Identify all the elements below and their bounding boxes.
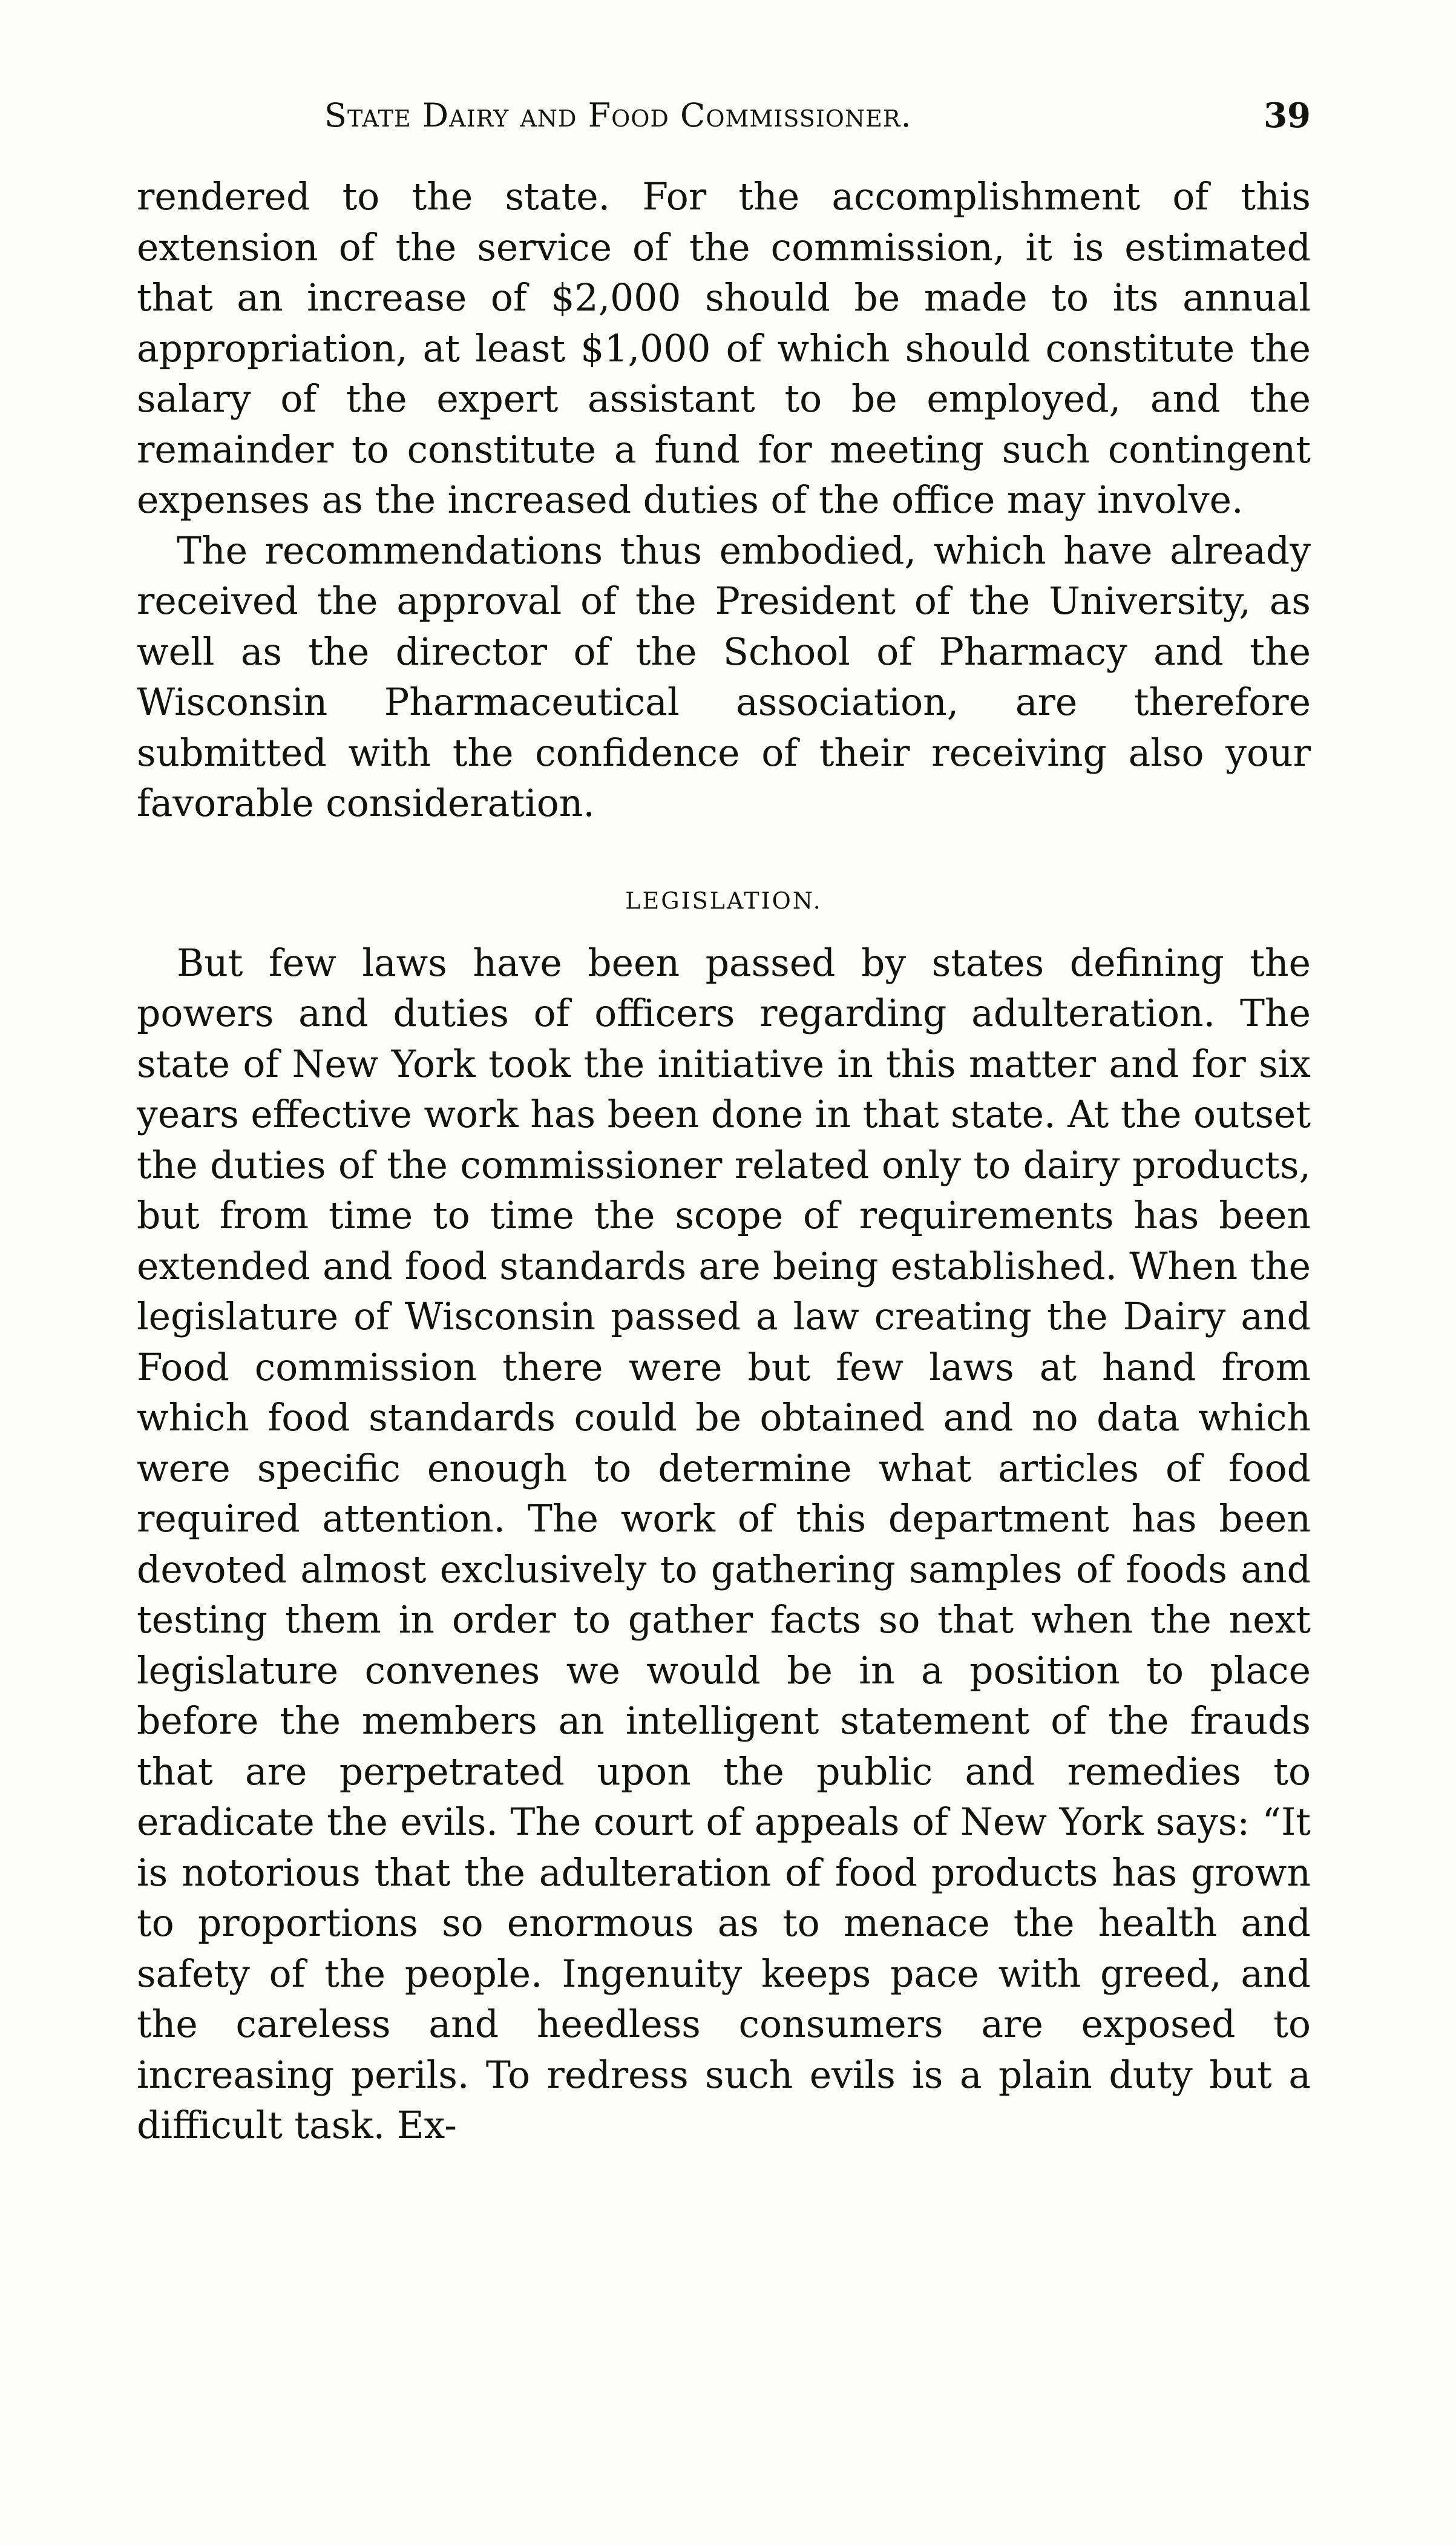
paragraph-recommendations: The recommendations thus embodied, which have already received the approval of the President of the University, as well as the director of the School of Pharmacy and the Wisconsin Pharmaceutical association, are therefore submitted with the confidence of their receiving also your favorable consideration.: [137, 528, 1311, 825]
paragraph-continuation: rendered to the state. For the accomplishment of this extension of the service of the commission, it is estimated that an increase of $2,000 should be made to its annual appropriation, at least $1,000 of which should constitute the salary of the expert assistant to be employed, and the remainder to constitute a fund for meeting such contingent expenses as the increased duties of the office may involve.: [137, 175, 1311, 522]
page-number: 39: [1264, 96, 1311, 136]
page-header: [137, 88, 1311, 143]
section-heading-legislation: LEGISLATION.: [625, 887, 822, 914]
paragraph-legislation: But few laws have been passed by states defining the powers and duties of officers regarding adulteration. The state of New York took the initiative in this matter and for six years effective work has been done in that state. At the outset the duties of the commissioner related only to dairy products, but from time to time the scope of requirements has been extended and food standards are being established. When the legislature of Wisconsin passed a law creating the Dairy and Food commission there were but few laws at hand from which food standards could be obtained and no data which were specific enough to determine what articles of food required attention. The work of this department has been devoted almost exclusively to gathering samples of foods and testing them in order to gather facts so that when the next legislature convenes we would be in a position to place before the members an intelligent statement of the frauds that are perpetrated upon the public and remedies to eradicate the evils. The court of appeals of New York says: “It is notorious that the adulteration of food products has grown to proportions so enormous as to menace the health and safety of the people. Ingenuity keeps pace with greed, and the careless and heedless consumers are exposed to increasing perils. To redress such evils is a plain duty but a difficult task. Ex-: [137, 941, 1311, 2147]
body-text: [137, 172, 1311, 2151]
running-title: State Dairy and Food Commissioner.: [324, 96, 912, 134]
